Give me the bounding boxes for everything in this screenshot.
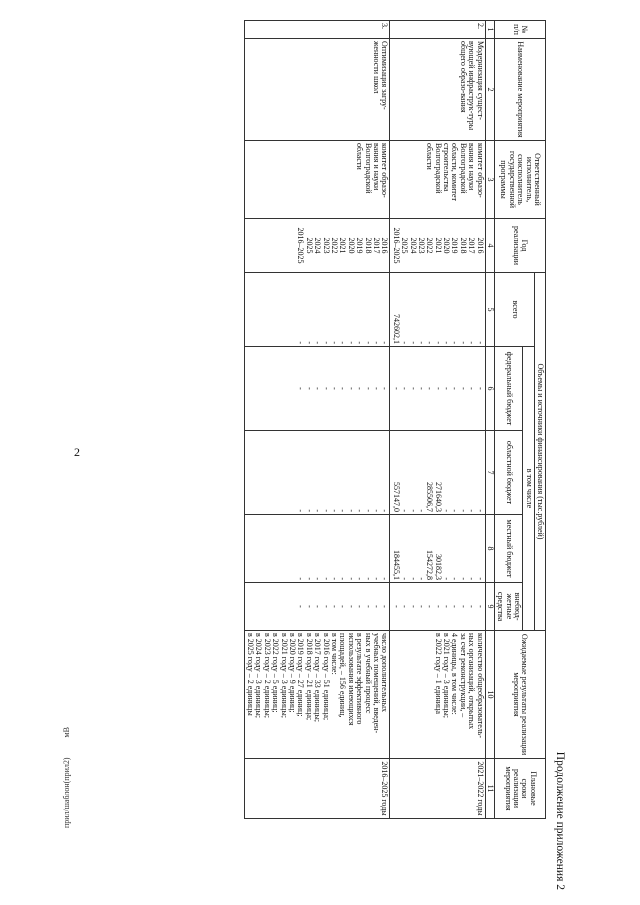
- value-line: -: [313, 577, 323, 580]
- value-line: -: [296, 387, 306, 390]
- result-line: использования имеющихся: [346, 633, 356, 726]
- value-line: -: [338, 509, 348, 512]
- value-line: -: [296, 509, 306, 512]
- header-funding: Объемы и источники финансирования (тыс.рублей): [534, 273, 545, 631]
- value-line: -: [416, 509, 426, 512]
- value-line: -: [416, 341, 426, 344]
- result-line: в результате эффективного: [355, 633, 365, 725]
- rotated-sheet: [96, 20, 566, 890]
- header-terms: Плановые сроки реализации мероприятия: [495, 759, 546, 819]
- value-line: 2020: [442, 237, 452, 254]
- value-line: 2025: [400, 237, 410, 254]
- value-line: 2018: [458, 237, 468, 254]
- value-line: -: [416, 387, 426, 390]
- result-line: в 2023 году – 2 единицы;: [262, 633, 272, 718]
- value-line: 285506,7: [425, 482, 435, 512]
- result-line: в 2016 году – 51 единица;: [321, 633, 331, 721]
- extrabudget-cell: [244, 583, 390, 631]
- value-line: -: [475, 387, 485, 390]
- appendix-label: Продолжение приложения 2: [554, 751, 566, 890]
- value-line: -: [296, 605, 306, 608]
- results-cell: [244, 631, 390, 759]
- results-cell: [390, 631, 485, 759]
- value-line: -: [371, 341, 381, 344]
- col-number: 8: [485, 515, 494, 583]
- terms-cell: 2016–2025 годы: [244, 759, 390, 819]
- result-line: площадей, – 156 единиц,: [338, 633, 348, 718]
- value-line: 2023: [321, 237, 331, 254]
- value-line: -: [304, 509, 314, 512]
- value-line: -: [355, 509, 365, 512]
- col-number: 5: [485, 273, 494, 347]
- header-extrabudget: внебюд-жетные средства: [495, 583, 523, 631]
- value-line: -: [467, 605, 477, 608]
- value-line: -: [442, 605, 452, 608]
- header-in-that: в том числе: [523, 347, 534, 631]
- value-line: 154272,8: [425, 550, 435, 580]
- extrabudget-cell: [390, 583, 485, 631]
- value-line: -: [296, 577, 306, 580]
- value-line: -: [408, 509, 418, 512]
- result-line: в 2021 году – 3 единицы;: [442, 633, 452, 718]
- executor-cell: комитет образо-вания и науки Волгоградской области: [244, 141, 390, 219]
- value-line: 2016–2025: [296, 227, 306, 264]
- value-line: -: [338, 577, 348, 580]
- value-line: -: [321, 509, 331, 512]
- value-line: -: [296, 341, 306, 344]
- value-line: -: [346, 605, 356, 608]
- value-line: -: [400, 605, 410, 608]
- result-line: в 2018 году – 21 единица;: [304, 633, 314, 721]
- value-line: 30182,3: [433, 554, 443, 580]
- value-line: -: [304, 605, 314, 608]
- value-line: -: [330, 341, 340, 344]
- value-line: -: [363, 387, 373, 390]
- value-line: -: [338, 387, 348, 390]
- value-line: -: [467, 387, 477, 390]
- value-line: 184455,1: [391, 550, 401, 580]
- year-cell: [390, 219, 485, 273]
- value-line: -: [416, 577, 426, 580]
- value-line: -: [304, 577, 314, 580]
- col-number: 3: [485, 141, 494, 219]
- result-line: в 2022 году – 1 единица: [433, 633, 443, 714]
- value-line: -: [321, 387, 331, 390]
- table-body: [244, 21, 485, 819]
- value-line: -: [400, 509, 410, 512]
- value-line: -: [363, 577, 373, 580]
- value-line: -: [330, 605, 340, 608]
- header-results: Ожидаемые результаты реализации мероприятия: [495, 631, 546, 759]
- value-line: -: [400, 577, 410, 580]
- result-line: в 2025 году – 2 единицы: [246, 633, 256, 716]
- value-line: -: [363, 341, 373, 344]
- activity-name: Модернизация сущест-вующей инфраструк-туры общего образо-вания: [390, 39, 485, 141]
- year-cell: [244, 219, 390, 273]
- value-line: -: [442, 341, 452, 344]
- value-line: -: [330, 387, 340, 390]
- value-line: 2022: [425, 237, 435, 254]
- value-line: -: [313, 387, 323, 390]
- regional-cell: [244, 431, 390, 515]
- value-line: -: [425, 387, 435, 390]
- value-line: 2022: [330, 237, 340, 254]
- value-line: -: [450, 605, 460, 608]
- col-number: 7: [485, 431, 494, 515]
- value-line: 2024: [408, 237, 418, 254]
- value-line: -: [475, 605, 485, 608]
- value-line: -: [408, 577, 418, 580]
- value-line: 271640,3: [433, 482, 443, 512]
- value-line: -: [467, 577, 477, 580]
- value-line: -: [442, 509, 452, 512]
- value-line: -: [400, 387, 410, 390]
- value-line: -: [371, 387, 381, 390]
- total-cell: [244, 273, 390, 347]
- value-line: 2025: [304, 237, 314, 254]
- col-number: 2: [485, 39, 494, 141]
- value-line: -: [408, 341, 418, 344]
- value-line: 2018: [363, 237, 373, 254]
- value-line: -: [355, 577, 365, 580]
- value-line: -: [400, 341, 410, 344]
- value-line: 557147,0: [391, 482, 401, 512]
- value-line: 2020: [346, 237, 356, 254]
- result-line: в 2021 году – 3 единицы;: [279, 633, 289, 718]
- value-line: -: [330, 577, 340, 580]
- value-line: -: [355, 387, 365, 390]
- value-line: -: [475, 577, 485, 580]
- value-line: -: [458, 577, 468, 580]
- value-line: -: [450, 577, 460, 580]
- value-line: 2019: [450, 237, 460, 254]
- value-line: -: [346, 341, 356, 344]
- value-line: -: [321, 341, 331, 344]
- value-line: -: [425, 341, 435, 344]
- value-line: -: [433, 605, 443, 608]
- value-line: -: [313, 341, 323, 344]
- local-cell: [390, 515, 485, 583]
- value-line: -: [442, 387, 452, 390]
- value-line: -: [313, 605, 323, 608]
- value-line: -: [304, 341, 314, 344]
- header-name: Наименование мероприятия: [495, 39, 546, 141]
- value-line: -: [371, 509, 381, 512]
- header-num: № п/п: [495, 21, 546, 39]
- footer-code: мВ: [62, 727, 71, 738]
- total-cell: [390, 273, 485, 347]
- value-line: -: [321, 605, 331, 608]
- result-line: количество общеобразователь-: [475, 633, 485, 739]
- document-footer: [62, 709, 71, 828]
- activity-name: Оптимизация загру-женности школ: [244, 39, 390, 141]
- federal-cell: [390, 347, 485, 431]
- value-line: 2016: [475, 237, 485, 254]
- result-line: в 2020 году – 9 единиц;: [288, 633, 298, 713]
- value-line: 2019: [355, 237, 365, 254]
- table-row: [390, 21, 485, 819]
- row-number: 2.: [390, 21, 485, 39]
- col-number: 4: [485, 219, 494, 273]
- result-line: в 2024 году – 3 единицы;: [254, 633, 264, 718]
- terms-cell: 2021–2022 годы: [390, 759, 485, 819]
- local-cell: [244, 515, 390, 583]
- value-line: -: [338, 341, 348, 344]
- value-line: -: [380, 577, 390, 580]
- header-federal: федеральный бюджет: [495, 347, 523, 431]
- value-line: -: [355, 341, 365, 344]
- result-line: 4 единицы, в том числе:: [450, 633, 460, 715]
- col-number: 10: [485, 631, 494, 759]
- value-line: -: [458, 341, 468, 344]
- result-line: в 2022 году – 5 единиц;: [271, 633, 281, 713]
- value-line: -: [475, 341, 485, 344]
- value-line: 742602,1: [391, 314, 401, 344]
- value-line: -: [458, 387, 468, 390]
- result-line: число дополнительных: [380, 633, 390, 712]
- value-line: 2021: [338, 237, 348, 254]
- result-line: ных в учебный процесс: [363, 633, 373, 714]
- value-line: -: [338, 605, 348, 608]
- value-line: -: [380, 605, 390, 608]
- header-regional: областной бюджет: [495, 431, 523, 515]
- value-line: -: [371, 605, 381, 608]
- col-number: 11: [485, 759, 494, 819]
- value-line: -: [450, 341, 460, 344]
- col-number: 9: [485, 583, 494, 631]
- result-line: в 2017 году – 33 единицы;: [313, 633, 323, 722]
- value-line: 2017: [467, 237, 477, 254]
- value-line: -: [458, 509, 468, 512]
- value-line: -: [330, 509, 340, 512]
- value-line: -: [425, 605, 435, 608]
- value-line: 2017: [371, 237, 381, 254]
- value-line: -: [467, 341, 477, 344]
- result-line: ных организаций, открытых: [467, 633, 477, 730]
- federal-cell: [244, 347, 390, 431]
- result-line: за счет реконструкции, –: [458, 633, 468, 718]
- row-number: 3.: [244, 21, 390, 39]
- value-line: -: [458, 605, 468, 608]
- value-line: -: [467, 509, 477, 512]
- value-line: 2016: [380, 237, 390, 254]
- value-line: -: [408, 605, 418, 608]
- value-line: -: [450, 509, 460, 512]
- header-local: местный бюджет: [495, 515, 523, 583]
- value-line: -: [355, 605, 365, 608]
- value-line: -: [433, 387, 443, 390]
- header-year: Год реализации: [495, 219, 546, 273]
- header-executor: Ответственный исполнитель, соисполнитель государственной программы: [495, 141, 546, 219]
- value-line: -: [313, 509, 323, 512]
- page-number: 2: [74, 445, 80, 459]
- value-line: -: [442, 577, 452, 580]
- value-line: -: [433, 341, 443, 344]
- value-line: -: [304, 387, 314, 390]
- regional-cell: [390, 431, 485, 515]
- value-line: -: [346, 509, 356, 512]
- value-line: -: [380, 341, 390, 344]
- executor-cell: комитет образо-вания и науки Волгоградской области, комитет строительства Волгоградской области: [390, 141, 485, 219]
- value-line: -: [391, 387, 401, 390]
- table-row: [244, 21, 390, 819]
- value-line: -: [321, 577, 331, 580]
- value-line: -: [380, 387, 390, 390]
- value-line: 2023: [416, 237, 426, 254]
- value-line: -: [391, 605, 401, 608]
- result-line: учебных помещений, введен-: [371, 633, 381, 734]
- value-line: 2024: [313, 237, 323, 254]
- value-line: -: [363, 509, 373, 512]
- result-line: в том числе:: [330, 633, 340, 675]
- value-line: -: [475, 509, 485, 512]
- col-number: 1: [485, 21, 494, 39]
- program-table: [244, 20, 546, 819]
- value-line: -: [371, 577, 381, 580]
- header-total: всего: [495, 273, 535, 347]
- value-line: -: [346, 387, 356, 390]
- value-line: -: [346, 577, 356, 580]
- value-line: 2016–2025: [391, 227, 401, 264]
- value-line: -: [380, 509, 390, 512]
- value-line: 2021: [433, 237, 443, 254]
- value-line: -: [416, 605, 426, 608]
- value-line: -: [363, 605, 373, 608]
- col-number: 6: [485, 347, 494, 431]
- result-line: в 2019 году – 27 единиц;: [296, 633, 306, 717]
- footer-path: прил/шаблон(прил2): [62, 757, 71, 828]
- value-line: -: [450, 387, 460, 390]
- value-line: -: [408, 387, 418, 390]
- column-numbers-row: [485, 21, 494, 819]
